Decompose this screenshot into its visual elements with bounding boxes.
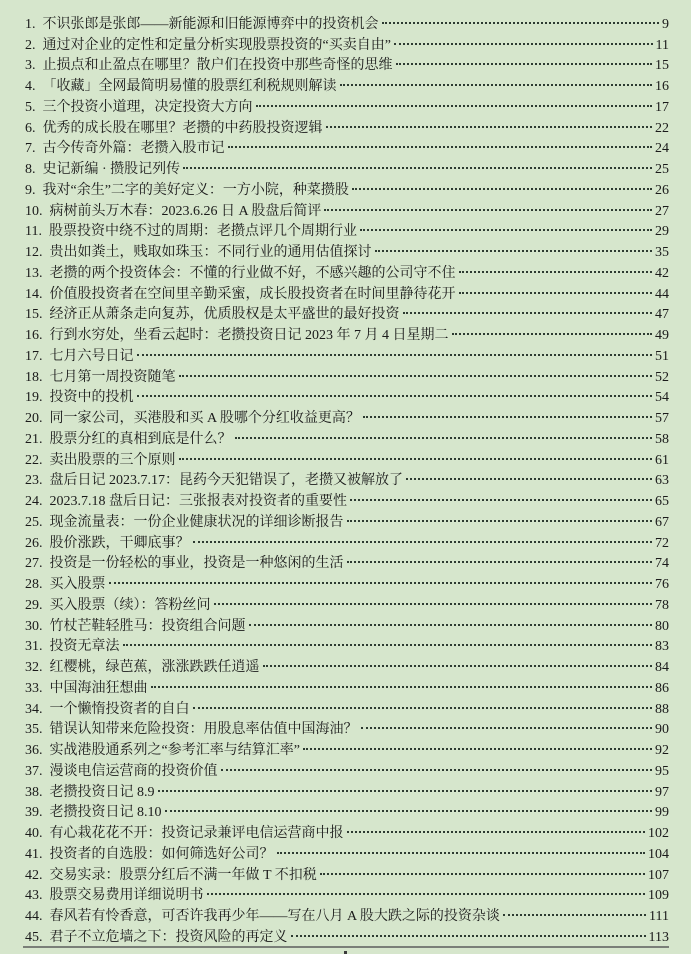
toc-entry-number: 20.: [25, 411, 43, 426]
toc-entry-number: 28.: [25, 577, 43, 592]
toc-dotted-leader: [148, 671, 656, 692]
toc-entry-title: 君子不立危墙之下：投资风险的再定义: [49, 929, 288, 945]
toc-entry-page-number: 58: [655, 431, 669, 447]
toc-dotted-leader: [190, 526, 656, 547]
toc-entry-title: 止损点和止盈点在哪里？散户们在投资中那些奇怪的思维: [42, 58, 393, 74]
toc-entry-number: 5.: [25, 99, 36, 115]
toc-entry-number: 11.: [25, 224, 42, 240]
toc-entry-page-number: 111: [649, 909, 669, 924]
toc-dotted-leader: [349, 173, 655, 194]
toc-entry-number: 36.: [25, 743, 43, 758]
toc-entry-title: 投资无章法: [49, 639, 120, 655]
toc-entry-title: 错误认知带来危险投资：用股息率估值中国海油？: [49, 722, 358, 738]
toc-dotted-leader: [176, 443, 656, 464]
toc-entry-number: 24.: [25, 494, 43, 509]
toc-entry-number: 42.: [25, 867, 43, 883]
toc-entry-page-number: 54: [655, 390, 669, 406]
toc-entry-page-number: 25: [655, 162, 669, 177]
toc-dotted-leader: [218, 754, 656, 775]
toc-entry-title: 投资中的投机: [49, 390, 134, 406]
toc-entry-title: 老攒投资日记 8.9: [49, 784, 155, 800]
toc-entry-page-number: 42: [655, 265, 669, 281]
toc-dotted-leader: [323, 111, 656, 132]
toc-entry-number: 9.: [25, 182, 36, 198]
toc-entry-number: 40.: [25, 826, 43, 841]
toc-entry-page-number: 9: [662, 16, 669, 32]
toc-dotted-leader: [391, 28, 656, 49]
toc-entry[interactable]: [25, 650, 669, 675]
toc-dotted-leader: [372, 235, 656, 256]
toc-entry-number: 22.: [25, 452, 43, 468]
toc-entry-title: 有心栽花花不开：投资记录兼评电信运营商中报: [49, 826, 344, 841]
toc-entry-title: 老攒的两个投资体会：不懂的行业做不好，不感兴趣的公司守不住: [49, 265, 456, 281]
toc-entry-title: 老攒投资日记 8.10: [49, 805, 162, 821]
toc-entry-page-number: 109: [648, 888, 669, 904]
toc-entry-title: 经济正从萧条走向复苏，优质股权是太平盛世的最好投资: [49, 307, 400, 323]
toc-dotted-leader: [393, 49, 656, 70]
toc-entry-page-number: 83: [655, 639, 669, 655]
toc-entry-title: 交易实录：股票分红后不满一年做 T 不扣税: [49, 867, 317, 883]
toc-entry-number: 29.: [25, 597, 43, 613]
toc-entry-number: 41.: [25, 846, 43, 862]
toc-entry-title: 中国海油狂想曲: [49, 680, 148, 696]
toc-entry-page-number: 63: [655, 473, 669, 489]
toc-entry-number: 21.: [25, 431, 43, 447]
toc-entry-title: 买入股票（续）：答粉丝问: [49, 597, 211, 613]
toc-entry-title: 贵出如粪土，贱取如珠玉：不同行业的通用估值探讨: [49, 245, 372, 260]
toc-entry[interactable]: [25, 588, 669, 613]
toc-dotted-leader: [403, 464, 655, 485]
toc-entry-page-number: 17: [655, 99, 669, 115]
toc-entry-title: 股价涨跌，干卿底事？: [49, 535, 190, 551]
toc-dotted-leader: [347, 484, 655, 505]
toc-entry-title: 三个投资小道理，决定投资大方向: [42, 99, 253, 115]
toc-entry-title: 2023.7.18 盘后日记：三张报表对投资者的重要性: [49, 494, 347, 509]
toc-entry-page-number: 86: [655, 680, 669, 696]
toc-entry-title: 盘后日记 2023.7.17：昆药今天犯错误了，老攒又被解放了: [49, 473, 403, 489]
toc-entry-page-number: 51: [655, 348, 669, 364]
toc-entry-title: 古今传奇外篇：老攒入股市记: [42, 141, 225, 157]
toc-entry-title: 实战港股通系列之“参考汇率与结算汇率”: [49, 743, 300, 758]
toc-dotted-leader: [500, 899, 649, 920]
footer-divider-line: [23, 946, 669, 948]
toc-entry-number: 4.: [25, 79, 36, 94]
toc-entry-page-number: 107: [648, 867, 669, 883]
toc-dotted-leader: [106, 567, 656, 588]
toc-entry-title: 竹杖芒鞋轻胜马：投资组合问题: [49, 618, 246, 634]
toc-dotted-leader: [344, 547, 656, 568]
toc-entry-number: 19.: [25, 390, 43, 406]
toc-entry-number: 45.: [25, 929, 43, 945]
toc-dotted-leader: [162, 796, 656, 817]
toc-entry-page-number: 72: [655, 535, 669, 551]
toc-entry-title: 一个懒惰投资者的自白: [49, 701, 190, 717]
toc-entry-page-number: 49: [655, 328, 669, 343]
toc-entry-number: 23.: [25, 473, 43, 489]
toc-entry-page-number: 61: [655, 452, 669, 468]
toc-dotted-leader: [449, 318, 656, 339]
toc-dotted-leader: [358, 713, 656, 734]
toc-dotted-leader: [225, 132, 656, 153]
toc-entry-page-number: 78: [655, 597, 669, 613]
toc-entry-number: 31.: [25, 639, 43, 655]
toc-dotted-leader: [274, 837, 649, 858]
toc-entry-page-number: 90: [655, 722, 669, 738]
toc-dotted-leader: [253, 90, 656, 111]
toc-dotted-leader: [246, 609, 656, 630]
toc-entry-number: 39.: [25, 805, 43, 821]
toc-dotted-leader: [379, 7, 663, 28]
toc-dotted-leader: [211, 588, 656, 609]
toc-entry[interactable]: [25, 7, 669, 32]
toc-entry-number: 43.: [25, 888, 43, 904]
toc-dotted-leader: [400, 298, 656, 319]
toc-entry-page-number: 29: [655, 224, 669, 240]
toc-entry-number: 6.: [25, 120, 36, 136]
toc-entry-number: 34.: [25, 701, 43, 717]
toc-entry-number: 27.: [25, 556, 43, 572]
toc-entry-page-number: 52: [655, 369, 669, 385]
toc-entry-number: 38.: [25, 784, 43, 800]
toc-entry-title: 史记新编 · 攒股记列传: [42, 162, 181, 177]
toc-entry-page-number: 44: [655, 286, 669, 302]
toc-dotted-leader: [300, 733, 655, 754]
toc-entry[interactable]: [25, 630, 669, 655]
toc-entry-title: 不识张郎是张郎——新能源和旧能源博弈中的投资机会: [42, 16, 379, 32]
toc-entry-title: 「收藏」全网最简明易懂的股票红利税规则解读: [42, 79, 337, 94]
toc-entry-title: 行到水穷处，坐看云起时：老攒投资日记 2023 年 7 月 4 日星期二: [49, 328, 449, 343]
toc-entry-page-number: 92: [655, 743, 669, 758]
toc-dotted-leader: [360, 401, 655, 422]
toc-entry-number: 18.: [25, 369, 43, 385]
toc-dotted-leader: [204, 879, 649, 900]
toc-entry-number: 12.: [25, 245, 43, 260]
toc-entry-title: 病树前头万木春：2023.6.26 日 A 股盘后简评: [49, 203, 322, 219]
toc-entry-title: 投资者的自选股：如何筛选好公司？: [49, 846, 274, 862]
toc-dotted-leader: [456, 256, 656, 277]
toc-entry-page-number: 26: [655, 182, 669, 198]
toc-entry-page-number: 80: [655, 618, 669, 634]
toc-entry-page-number: 95: [655, 763, 669, 779]
toc-dotted-leader: [317, 858, 648, 879]
toc-entry-page-number: 102: [648, 826, 669, 841]
toc-dotted-leader: [321, 194, 655, 215]
toc-entry-title: 优秀的成长股在哪里？老攒的中药股投资逻辑: [42, 120, 323, 136]
toc-dotted-leader: [357, 215, 655, 236]
toc-dotted-leader: [288, 920, 649, 941]
toc-entry-number: 37.: [25, 763, 43, 779]
toc-entry-title: 投资是一份轻松的事业，投资是一种悠闲的生活: [49, 556, 344, 572]
toc-entry-page-number: 24: [655, 141, 669, 157]
toc-dotted-leader: [176, 360, 656, 381]
toc-entry-page-number: 15: [655, 58, 669, 74]
toc-entry-page-number: 11: [655, 37, 669, 53]
toc-dotted-leader: [344, 816, 649, 837]
toc-dotted-leader: [232, 422, 656, 443]
toc-entry-number: 16.: [25, 328, 43, 343]
toc-entry-page-number: 74: [655, 556, 669, 572]
toc-entry-page-number: 113: [648, 929, 669, 945]
toc-entry-title: 通过对企业的定性和定量分析实现股票投资的“买卖自由”: [42, 37, 391, 53]
toc-entry-title: 现金流量表：一份企业健康状况的详细诊断报告: [49, 514, 344, 530]
toc-entry-page-number: 88: [655, 701, 669, 717]
toc-entry-page-number: 104: [648, 846, 669, 862]
toc-entry-title: 价值股投资者在空间里辛勤采蜜，成长股投资者在时间里静待花开: [49, 286, 456, 302]
toc-dotted-leader: [456, 277, 656, 298]
toc-entry-number: 2.: [25, 37, 36, 53]
toc-entry-title: 同一家公司，买港股和买 A 股哪个分红收益更高？: [49, 411, 360, 426]
toc-entry-number: 33.: [25, 680, 43, 696]
toc-dotted-leader: [155, 775, 656, 796]
toc-entry-page-number: 84: [655, 660, 669, 675]
toc-entry-title: 股票交易费用详细说明书: [49, 888, 204, 904]
toc-entry-title: 漫谈电信运营商的投资价值: [49, 763, 218, 779]
toc-entry-number: 30.: [25, 618, 43, 634]
toc-dotted-leader: [134, 339, 656, 360]
toc-entry-title: 七月六号日记: [49, 348, 134, 364]
toc-entry-number: 44.: [25, 909, 43, 924]
toc-entry-number: 35.: [25, 722, 43, 738]
toc-entry-title: 春风若有怜香意，可否许我再少年——写在八月 A 股大跌之际的投资杂谈: [49, 909, 500, 924]
toc-entry-number: 15.: [25, 307, 43, 323]
toc-entry-title: 我对“余生”二字的美好定义：一方小院，种菜攒股: [42, 182, 349, 198]
toc-entry-title: 红樱桃，绿芭蕉，涨涨跌跌任逍遥: [49, 660, 260, 675]
toc-dotted-leader: [134, 381, 656, 402]
toc-entry-number: 10.: [25, 203, 43, 219]
toc-entry-number: 7.: [25, 141, 36, 157]
toc-entry-page-number: 16: [655, 79, 669, 94]
toc-entry-title: 买入股票: [49, 577, 106, 592]
toc-entry-page-number: 97: [655, 784, 669, 800]
toc-entry-title: 股票投资中绕不过的周期：老攒点评几个周期行业: [48, 224, 357, 240]
toc-entry-number: 13.: [25, 265, 43, 281]
toc-entry-page-number: 67: [655, 514, 669, 530]
toc-dotted-leader: [260, 650, 656, 671]
toc-entry-title: 卖出股票的三个原则: [49, 452, 176, 468]
toc-entry-number: 8.: [25, 162, 36, 177]
toc-dotted-leader: [180, 152, 655, 173]
toc-entry-title: 七月第一周投资随笔: [49, 369, 176, 385]
toc-entry-page-number: 47: [655, 307, 669, 323]
toc-entry-page-number: 27: [655, 203, 669, 219]
toc-entry-number: 1.: [25, 16, 36, 32]
toc-entry-page-number: 99: [655, 805, 669, 821]
toc-entry-number: 25.: [25, 514, 43, 530]
toc-entry-page-number: 65: [655, 494, 669, 509]
toc-entry-title: 股票分红的真相到底是什么？: [49, 431, 232, 447]
toc-dotted-leader: [190, 692, 656, 713]
toc-entry-number: 3.: [25, 58, 36, 74]
toc-entry-number: 17.: [25, 348, 43, 364]
toc-entry-number: 32.: [25, 660, 43, 675]
toc-entry[interactable]: [25, 567, 669, 592]
toc-entry-page-number: 57: [655, 411, 669, 426]
toc-entry-number: 26.: [25, 535, 43, 551]
toc-entry-page-number: 22: [655, 120, 669, 136]
toc-dotted-leader: [337, 69, 656, 90]
toc-dotted-leader: [120, 630, 656, 651]
toc-entry-number: 14.: [25, 286, 43, 302]
toc-entry-page-number: 76: [655, 577, 669, 592]
toc-entry-page-number: 35: [655, 245, 669, 260]
toc-dotted-leader: [344, 505, 656, 526]
